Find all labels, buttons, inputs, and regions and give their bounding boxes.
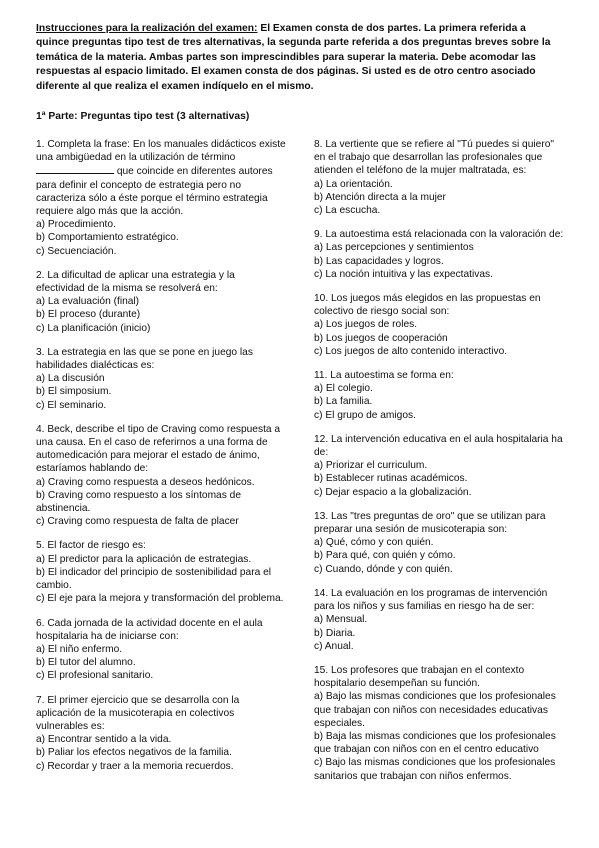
question-3 (36, 346, 286, 412)
instructions-lead: Instrucciones para la realización del examen: (36, 23, 258, 34)
fill-in-blank (36, 164, 114, 174)
question-4 (36, 423, 286, 529)
question-15-option-c[interactable]: c) Bajo las mismas condiciones que los profesionales sanitarios que trabajan con niños enfermos. (314, 757, 556, 782)
question-10 (314, 292, 566, 358)
question-13-option-c[interactable]: c) Cuando, dónde y con quién. (314, 563, 453, 575)
question-11-stem: 11. La autoestima se forma en: (314, 370, 454, 382)
question-7-option-a[interactable]: a) Encontrar sentido a la vida. (36, 734, 172, 746)
question-10-stem: 10. Los juegos más elegidos en las propuestas en colectivo de riesgo social son: (314, 293, 541, 318)
question-2-stem: 2. La dificultad de aplicar una estrategia y la efectividad de la misma se resolverá en: (36, 269, 235, 295)
question-14-option-a[interactable]: a) Mensual. (314, 614, 368, 626)
question-4-stem: 4. Beck, describe el tipo de Craving como respuesta a una causa. En el caso de referirnos a una forma de automedicación para mejorar el estado de ánimo, estaríamos hablando de: (36, 423, 281, 475)
question-5-option-b[interactable]: b) El indicador del principio de sostenibilidad para el cambio. (36, 566, 272, 592)
question-6-stem: 6. Cada jornada de la actividad docente en el aula hospitalaria ha de iniciarse con: (36, 617, 263, 642)
question-13-option-a[interactable]: a) Qué, cómo y con quién. (314, 537, 434, 549)
question-1-option-c[interactable]: c) Secuenciación. (36, 245, 117, 257)
question-15-stem: 15. Los profesores que trabajan en el contexto hospitalario desempeñan su función. (314, 664, 525, 690)
question-10-option-b[interactable]: b) Los juegos de cooperación (314, 332, 448, 344)
question-4-option-c[interactable]: c) Craving como respuesta de falta de placer (36, 516, 239, 528)
question-3-option-a[interactable]: a) La discusión (36, 373, 105, 385)
question-9-option-a[interactable]: a) Las percepciones y sentimientos (314, 242, 474, 254)
question-8 (314, 138, 566, 217)
question-7 (36, 694, 286, 773)
question-13-stem: 13. Las "tres preguntas de oro" que se utilizan para preparar una sesión de musicoterapia son: (314, 510, 546, 536)
left-column (36, 138, 286, 784)
question-13 (314, 510, 566, 576)
question-12-option-a[interactable]: a) Priorizar el curriculum. (314, 460, 428, 472)
question-11-option-b[interactable]: b) La familia. (314, 396, 373, 408)
question-15-option-a[interactable]: a) Bajo las mismas condiciones que los profesionales que trabajan con niños con necesidades educativas especiales. (314, 691, 556, 729)
question-12-option-c[interactable]: c) Dejar espacio a la globalización. (314, 486, 472, 498)
question-1-option-a[interactable]: a) Procedimiento. (36, 219, 116, 231)
question-2-option-c[interactable]: c) La planificación (inicio) (36, 322, 151, 334)
question-8-option-c[interactable]: c) La escucha. (314, 205, 381, 217)
question-15-option-b[interactable]: b) Baja las mismas condiciones que los profesionales que trabajan con niños con en el centro educativo (314, 730, 556, 756)
question-2-option-b[interactable]: b) El proceso (durante) (36, 309, 141, 321)
question-9-option-c[interactable]: c) La noción intuitiva y las expectativas. (314, 268, 493, 280)
question-9 (314, 228, 566, 281)
question-8-option-a[interactable]: a) La orientación. (314, 178, 393, 190)
question-5 (36, 539, 286, 605)
question-6-option-c[interactable]: c) El profesional sanitario. (36, 670, 154, 682)
question-13-option-b[interactable]: b) Para qué, con quién y cómo. (314, 550, 456, 562)
question-14-option-c[interactable]: c) Anual. (314, 640, 354, 652)
question-14-stem: 14. La evaluación en los programas de intervención para los niños y sus familias en riesgo ha de ser: (314, 587, 548, 613)
question-1-stem-part-a: 1. Completa la frase: En los manuales didácticos existe una ambigüedad en la utilización de término (36, 139, 286, 164)
question-4-option-a[interactable]: a) Craving como respuesta a deseos hedónicos. (36, 476, 255, 488)
question-6 (36, 617, 286, 683)
question-1-stem-part-b: que coincide en diferentes autores para definir el concepto de estrategia pero no caracteriza sólo a éste porque el término estrategia requiere algo más que la acción. (36, 166, 273, 218)
question-1-option-b[interactable]: b) Comportamiento estratégico. (36, 232, 179, 244)
question-14 (314, 587, 566, 653)
question-12-stem: 12. La intervención educativa en el aula hospitalaria ha de: (314, 433, 563, 459)
right-column (314, 138, 566, 794)
question-8-option-b[interactable]: b) Atención directa a la mujer (314, 191, 446, 203)
question-5-stem: 5. El factor de riesgo es: (36, 540, 146, 552)
question-11 (314, 369, 566, 422)
question-7-option-b[interactable]: b) Paliar los efectos negativos de la familia. (36, 747, 232, 759)
question-7-option-c[interactable]: c) Recordar y traer a la memoria recuerdos. (36, 760, 234, 772)
question-11-option-a[interactable]: a) El colegio. (314, 383, 373, 395)
question-4-option-b[interactable]: b) Craving como respuesto a los síntomas de abstinencia. (36, 489, 241, 515)
question-6-option-a[interactable]: a) El niño enfermo. (36, 643, 123, 655)
question-9-option-b[interactable]: b) Las capacidades y logros. (314, 255, 444, 267)
question-12-option-b[interactable]: b) Establecer rutinas académicos. (314, 473, 468, 485)
question-7-stem: 7. El primer ejercicio que se desarrolla con la aplicación de la musicoterapia en colectivos vulnerables es: (36, 694, 240, 732)
question-8-stem: 8. La vertiente que se refiere al "Tú puedes si quiero" en el trabajo que desarrollan las profesionales que atienden el teléfono de la mujer maltratada, es: (314, 139, 554, 177)
question-10-option-a[interactable]: a) Los juegos de roles. (314, 319, 418, 331)
question-5-option-c[interactable]: c) El eje para la mejora y transformación del problema. (36, 593, 284, 605)
question-14-option-b[interactable]: b) Diaria. (314, 627, 356, 639)
question-2 (36, 269, 286, 335)
instructions-paragraph (36, 22, 561, 94)
question-3-option-b[interactable]: b) El simposium. (36, 386, 112, 398)
question-6-option-b[interactable]: b) El tutor del alumno. (36, 657, 136, 669)
question-11-option-c[interactable]: c) El grupo de amigos. (314, 409, 416, 421)
section-title: 1ª Parte: Preguntas tipo test (3 alternativas) (36, 111, 250, 122)
question-9-stem: 9. La autoestima está relacionada con la valoración de: (314, 229, 564, 241)
question-15 (314, 664, 566, 783)
question-12 (314, 433, 566, 499)
question-3-stem: 3. La estrategia en las que se pone en juego las habilidades dialécticas es: (36, 346, 253, 372)
question-5-option-a[interactable]: a) El predictor para la aplicación de estrategias. (36, 553, 252, 565)
question-2-option-a[interactable]: a) La evaluación (final) (36, 296, 140, 308)
instructions-body: El Examen consta de dos partes. La primera referida a quince preguntas tipo test de tres alternativas, la segunda parte referida a dos preguntas breves sobre la temática de la materia. Ambas partes son imprescindibles para superar la materia. Debe acomodar las respuestas al espacio limitado. El examen consta de dos páginas. Si usted es de otro centro asociado diferente al que realiza el examen indíquelo en el mismo. (36, 23, 551, 92)
question-1 (36, 138, 286, 258)
question-3-option-c[interactable]: c) El seminario. (36, 399, 107, 411)
question-10-option-c[interactable]: c) Los juegos de alto contenido interactivo. (314, 345, 508, 357)
